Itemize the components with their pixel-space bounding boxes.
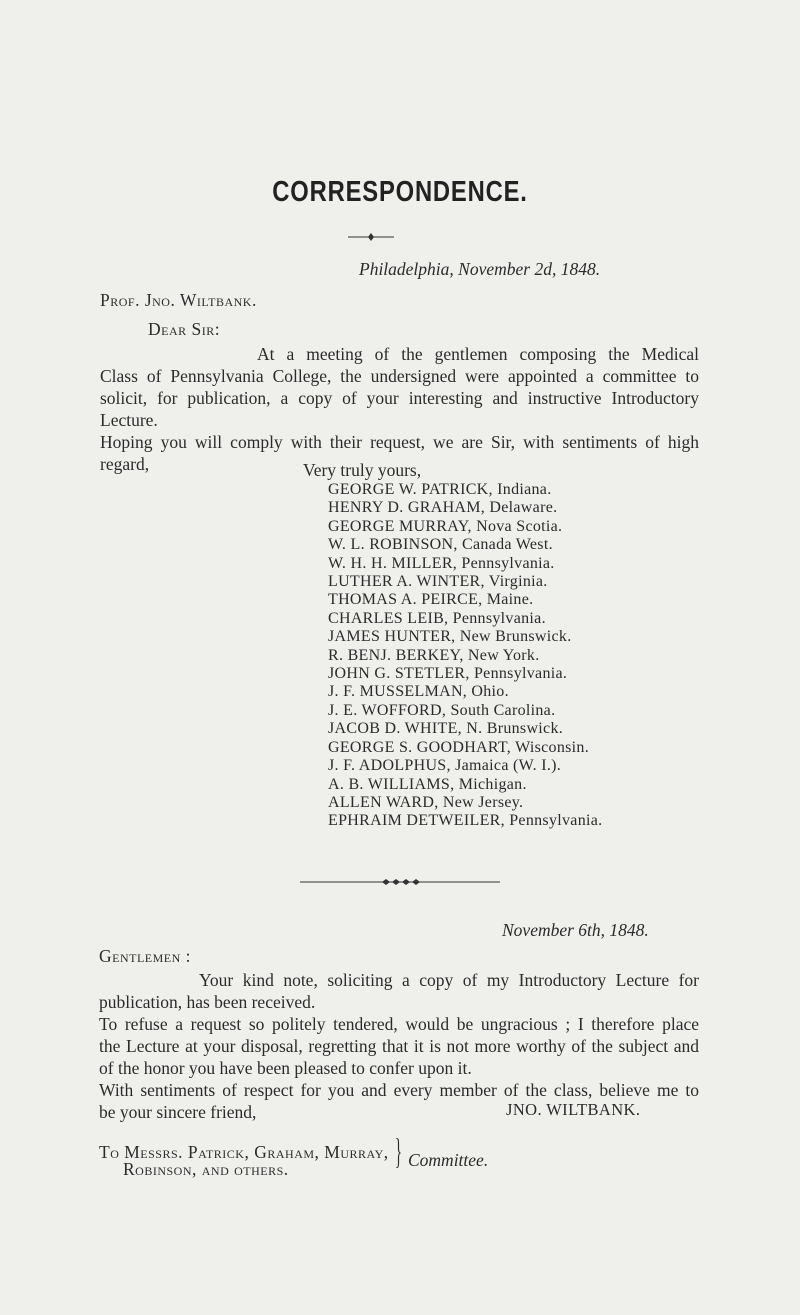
signatory: W. L. ROBINSON, Canada West.	[328, 536, 553, 554]
signatory: J. F. ADOLPHUS, Jamaica (W. I.).	[328, 757, 562, 775]
letter2-closing: be your sincere friend,	[99, 1102, 257, 1122]
letter1-place-date: Philadelphia, November 2d, 1848.	[359, 259, 601, 279]
letter2-date: November 6th, 1848.	[502, 920, 649, 940]
letter1-body-line: Class of Pennsylvania College, the undersigned were appointed a committee to	[100, 366, 699, 386]
signatory: EPHRAIM DETWEILER, Pennsylvania.	[328, 812, 603, 830]
letter1-addressee: Prof. Jno. Wiltbank.	[100, 290, 257, 310]
letter2-body-line: Your kind note, soliciting a copy of my Introductory Lecture for	[199, 970, 699, 990]
letter1-body-line: At a meeting of the gentlemen composing the Medical	[257, 344, 699, 364]
signatory: W. H. H. MILLER, Pennsylvania.	[328, 554, 555, 572]
signatory: HENRY D. GRAHAM, Delaware.	[328, 499, 558, 517]
signatory: J. E. WOFFORD, South Carolina.	[328, 701, 556, 719]
signatory: JOHN G. STETLER, Pennsylvania.	[328, 665, 568, 683]
signatory: LUTHER A. WINTER, Virginia.	[328, 573, 548, 591]
signatory: J. F. MUSSELMAN, Ohio.	[328, 683, 509, 701]
address-line: To Messrs. Patrick, Graham, Murray,	[99, 1142, 389, 1162]
letter2-body-line: With sentiments of respect for you and every member of the class, believe me to	[99, 1080, 699, 1100]
signatory: THOMAS A. PEIRCE, Maine.	[328, 591, 534, 609]
letter2-body-line: publication, has been received.	[99, 992, 316, 1012]
signatory: R. BENJ. BERKEY, New York.	[328, 646, 540, 664]
letter1-body-line: solicit, for publication, a copy of your interesting and instructive Introductory	[100, 388, 699, 408]
letter1-salutation: Dear Sir:	[148, 319, 221, 339]
letter1-body-line: Hoping you will comply with their request, we are Sir, with sentiments of high	[100, 432, 699, 452]
brace-glyph: }	[395, 1131, 402, 1171]
signatory: ALLEN WARD, New Jersey.	[328, 793, 524, 811]
signatory: GEORGE W. PATRICK, Indiana.	[328, 481, 552, 498]
ornament-divider	[346, 232, 396, 242]
signatory: A. B. WILLIAMS, Michigan.	[328, 775, 527, 793]
signatory-list	[328, 481, 602, 831]
address-line: Robinson, and others.	[123, 1159, 289, 1179]
letter2-signature: JNO. WILTBANK.	[506, 1100, 641, 1119]
letter2-salutation: Gentlemen :	[99, 946, 192, 966]
letter2-body-line: of the honor you have been pleased to confer upon it.	[99, 1058, 472, 1078]
letter1-body-line: regard,	[100, 454, 150, 474]
signatory: JACOB D. WHITE, N. Brunswick.	[328, 720, 564, 738]
page-title: CORRESPONDENCE.	[272, 176, 528, 208]
signatory: JAMES HUNTER, New Brunswick.	[328, 628, 572, 646]
committee-label: Committee.	[408, 1150, 489, 1170]
signatory: GEORGE S. GOODHART, Wisconsin.	[328, 738, 590, 756]
letter2-body-line: To refuse a request so politely tendered, would be ungracious ; I therefore place	[99, 1014, 699, 1034]
ornament-divider	[300, 877, 500, 887]
letter1-closing: Very truly yours,	[303, 460, 422, 480]
letter2-body-line: the Lecture at your disposal, regretting that it is not more worthy of the subject and	[99, 1036, 699, 1056]
letter1-body-line: Lecture.	[100, 410, 158, 430]
signatory: GEORGE MURRAY, Nova Scotia.	[328, 517, 563, 535]
signatory: CHARLES LEIB, Pennsylvania.	[328, 609, 546, 627]
